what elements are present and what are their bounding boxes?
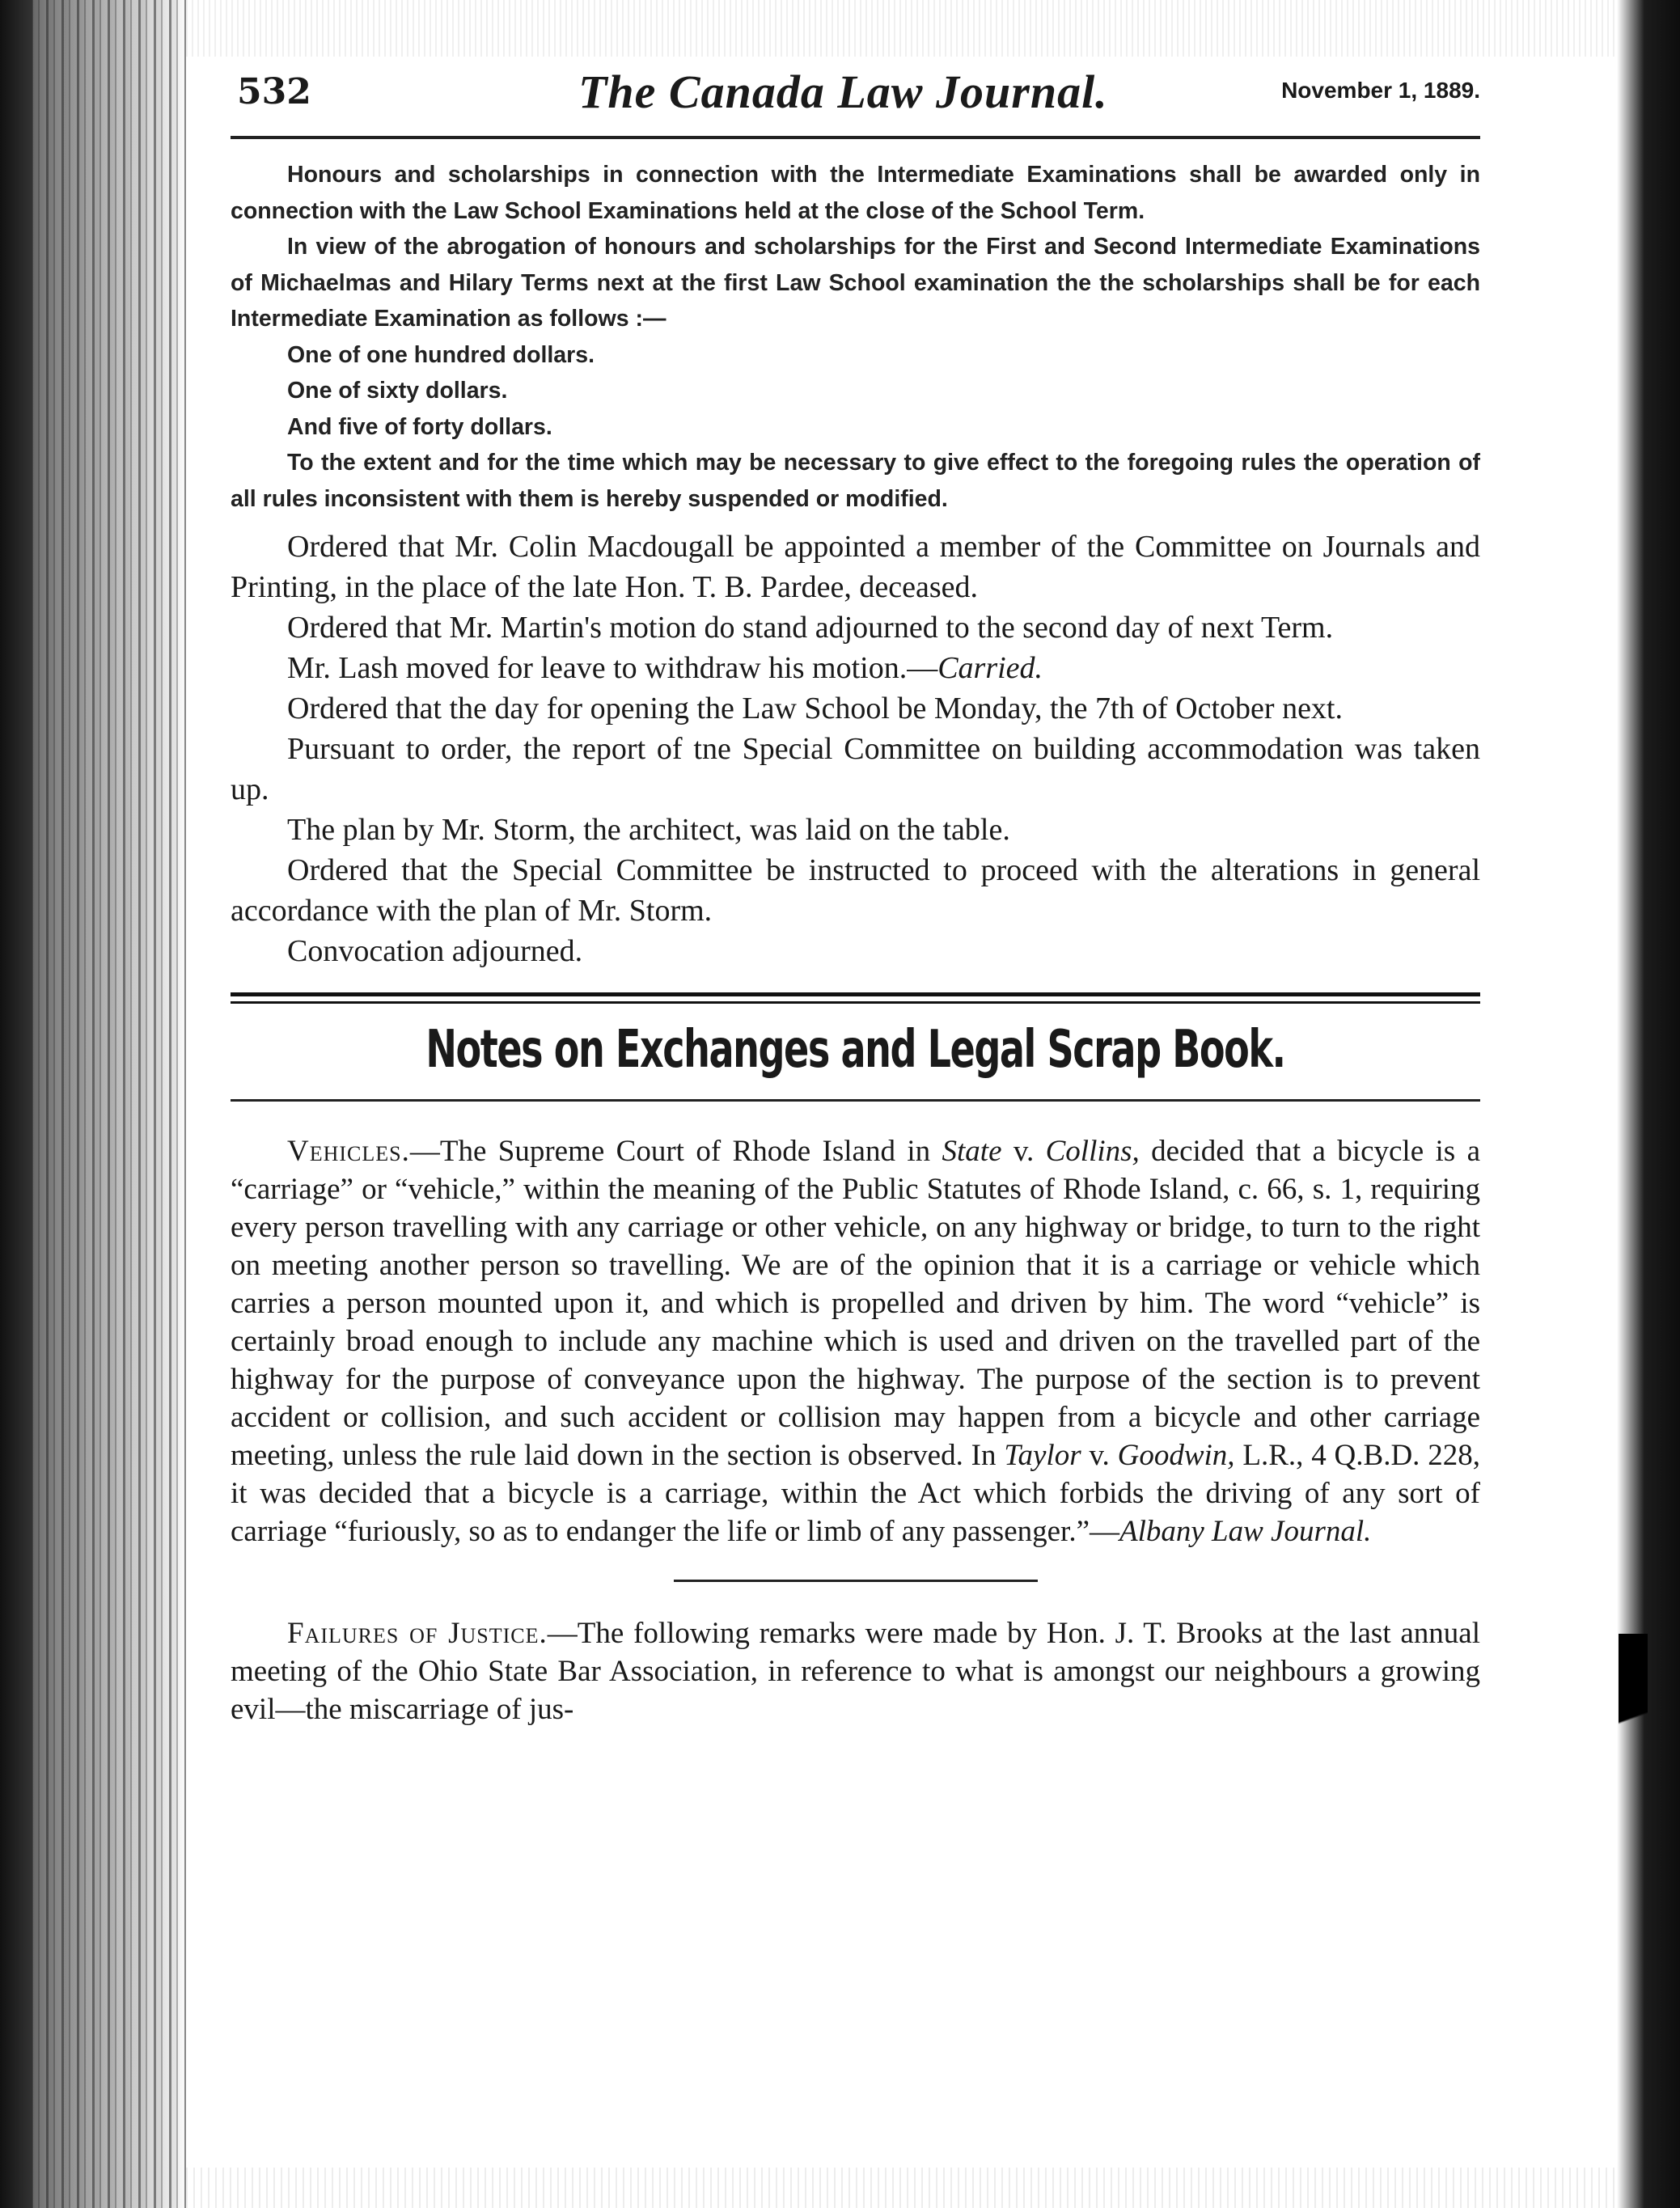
article-text: decided that a bicycle is a “carriage” or “vehicle,” within the meaning of the Public Statutes of Rhode Island, c. 66, s. 1, requiring every person travelling with any carriage or other vehicle, on any highway or bridge, to turn to the right on meeting another person so travelling. We are of the opinion that it is a carriage or vehicle which carries a person mounted upon it, and which is propelled and driven by him. The word “vehicle” is certainly broad enough to include any machine which is used and driven on the travelled part of the highway for the purpose of conveyance upon the highway. The purpose of the section is to prevent accident or collision, and such accident or collision may happen from a bicycle and other carriage meeting, unless the rule laid down in the section is observed. In	[231, 1135, 1480, 1472]
section-heading: Notes on Exchanges and Legal Scrap Book.	[425, 1020, 1285, 1080]
article-title: Vehicles.	[287, 1135, 410, 1168]
issue-date: November 1, 1889.	[1281, 78, 1480, 103]
document-page	[231, 65, 1480, 1728]
journal-title: The Canada Law Journal.	[578, 66, 1108, 118]
minute-paragraph: Ordered that the day for opening the Law School be Monday, the 7th of October next.	[287, 692, 1343, 725]
article-text: L.R., 4 Q.B.D. 228, it was decided that a bicycle is a carriage, within the Act which forbids the driving of any sort of carriage “furiously, so as to endanger the life or limb of any passenger.”—	[231, 1439, 1480, 1548]
section-double-rule	[231, 992, 1480, 1004]
case-name: Taylor	[1004, 1439, 1081, 1472]
scholarship-item: And five of forty dollars.	[287, 413, 552, 440]
rules-paragraph: Honours and scholarships in connection with the Intermediate Examinations shall be awarded only in connection with the Law School Examinations held at the close of the School Term.	[231, 162, 1480, 224]
article-text: —The following remarks were made by Hon. J. T. Brooks at the last annual meeting of the Ohio State Bar Association, in reference to what is amongst our neighbours a growing evil—the miscarriage of jus-	[231, 1617, 1480, 1726]
page-edge-right	[1617, 0, 1680, 2208]
minute-paragraph: Ordered that the Special Committee be instructed to proceed with the alterations in general accordance with the plan of Mr. Storm.	[231, 853, 1480, 928]
source-citation: Albany Law Journal.	[1119, 1515, 1372, 1548]
scan-noise-bottom	[186, 2168, 1618, 2208]
heading-rule	[231, 1099, 1480, 1102]
article-separator	[674, 1580, 1038, 1582]
minute-paragraph: Ordered that Mr. Martin's motion do stand adjourned to the second day of next Term.	[287, 611, 1334, 645]
article-vehicles	[231, 1132, 1480, 1550]
case-name: Collins,	[1045, 1135, 1140, 1168]
minute-paragraph	[231, 648, 1480, 688]
article-text: v.	[1001, 1135, 1046, 1168]
minute-result: Carried.	[937, 651, 1043, 685]
page-edge-tear	[1619, 1634, 1648, 1844]
article-text: v.	[1081, 1439, 1118, 1472]
minute-paragraph: Convocation adjourned.	[287, 934, 583, 968]
article-failures-of-justice	[231, 1614, 1480, 1728]
rules-resolution	[231, 157, 1480, 517]
minute-paragraph: The plan by Mr. Storm, the architect, was laid on the table.	[287, 813, 1010, 847]
page-number: 532	[237, 71, 311, 112]
scholarship-item: One of sixty dollars.	[287, 378, 508, 404]
article-paragraph	[231, 1132, 1480, 1550]
rules-paragraph: To the extent and for the time which may be necessary to give effect to the foregoing rules the operation of all rules inconsistent with them is hereby suspended or modified.	[231, 450, 1480, 512]
minute-text: Mr. Lash moved for leave to withdraw his motion.—	[287, 651, 938, 685]
article-title: Failures of Justice.	[287, 1617, 548, 1650]
scan-noise-top	[186, 0, 1618, 57]
case-name: State	[942, 1135, 1002, 1168]
convocation-minutes	[231, 527, 1480, 971]
rules-paragraph: In view of the abrogation of honours and scholarships for the First and Second Intermediate Examinations of Michaelmas and Hilary Terms next at the first Law School examination the the scholarships shall be for each Intermediate Examination as follows :—	[231, 234, 1480, 332]
running-head	[231, 65, 1480, 129]
binding-shadow	[0, 0, 32, 2208]
case-name: Goodwin,	[1117, 1439, 1235, 1472]
header-rule	[231, 136, 1480, 139]
minute-paragraph: Ordered that Mr. Colin Macdougall be appointed a member of the Committee on Journals and Printing, in the place of the late Hon. T. B. Pardee, deceased.	[231, 530, 1480, 604]
article-text: —The Supreme Court of Rhode Island in	[409, 1135, 942, 1168]
minute-paragraph: Pursuant to order, the report of tne Special Committee on building accommodation was taken up.	[231, 732, 1480, 806]
scholarship-item: One of one hundred dollars.	[287, 341, 595, 368]
article-paragraph	[231, 1614, 1480, 1728]
